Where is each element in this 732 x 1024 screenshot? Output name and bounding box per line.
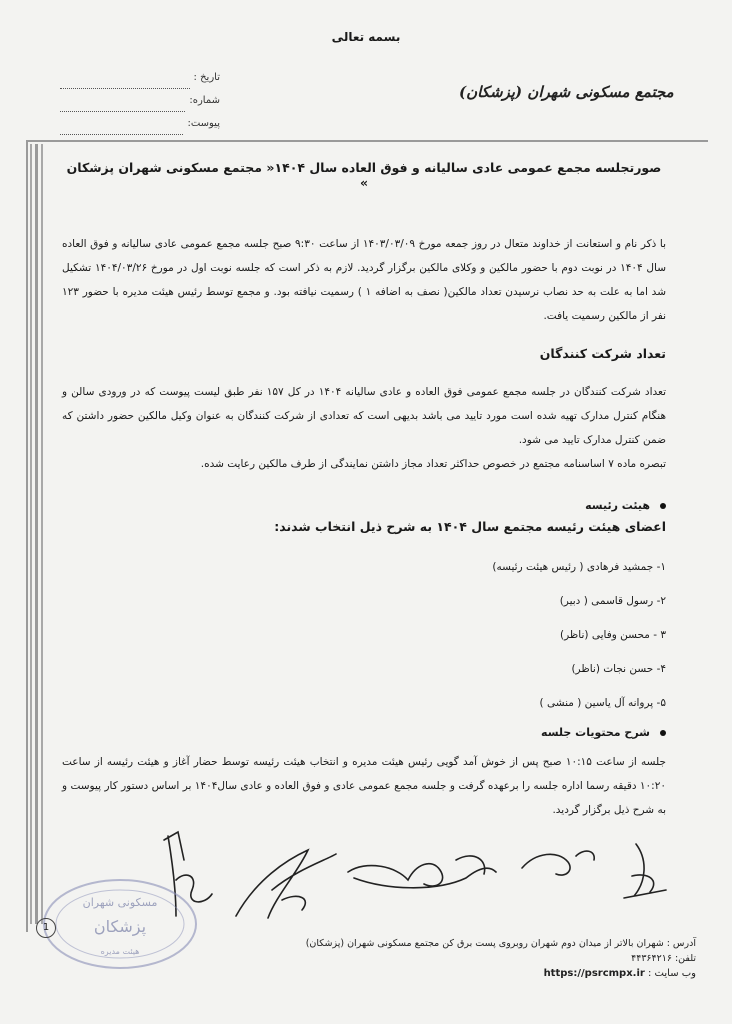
list-item: ۴- حسن نجات (ناظر) — [571, 663, 666, 675]
list-item: ۵- پروانه آل یاسین ( منشی ) — [539, 697, 666, 709]
document-title: صورتجلسه مجمع عمومی عادی سالیانه و فوق العاده سال ۱۴۰۴« مجتمع مسکونی شهران پزشکان » — [66, 160, 662, 190]
logo-text: مجتمع مسکونی شهران (پزشکان) — [459, 83, 674, 101]
complex-logo — [459, 62, 674, 122]
board-heading: اعضای هیئت رئیسه مجتمع سال ۱۴۰۴ به شرح ذیل انتخاب شدند: — [274, 519, 666, 534]
intro-paragraph: با ذکر نام و استعانت از خداوند متعال در روز جمعه مورخ ۱۴۰۳/۰۳/۰۹ از ساعت ۹:۳۰ صبح جلسه مجمع عمومی عادی سالیانه و فوق العاده سال ۱۴۰۴ در نوبت دوم با حضور مالکین و وکلای مالکین برگزار گردید. لازم به ذکر است که جلسه نوبت اول در مورخ ۱۴۰۴/۰۳/۲۶ تشکیل شد اما به علت به حد نصاب نرسیدن تعداد مالکین( نصف به اضافه ۱ ) رسمیت نیافته بود. و مجمع توسط رئیس هیئت مدیره با حضور ۱۲۳ نفر از مالکین رسمیت یافت. — [62, 238, 667, 322]
list-item: ۱- جمشید فرهادی ( رئیس هیئت رئیسه) — [492, 561, 666, 573]
contents-bullet — [62, 726, 666, 739]
board-bullet-label: هیئت رئیسه — [585, 499, 650, 512]
bullet-icon — [660, 730, 666, 736]
list-item: ۳ - محسن وفایی (ناظر) — [560, 629, 666, 641]
attachment-field — [60, 112, 220, 135]
website-link[interactable]: https://psrcmpx.ir — [543, 968, 645, 979]
bylaw-note: تبصره ماده ۷ اساسنامه مجتمع در خصوص حداکثر تعداد مجاز داشتن نمایندگی از طرف مالکین رعایت شده. — [200, 458, 666, 470]
date-field — [60, 66, 220, 89]
bullet-icon — [660, 503, 666, 509]
frame-decoration — [30, 144, 44, 924]
participants-heading: تعداد شرکت کنندگان — [539, 346, 666, 361]
contents-bullet-label: شرح محتویات جلسه — [541, 726, 650, 739]
website-label: وب سایت : — [648, 968, 696, 979]
stamp-text-bottom: هیئت مدیره — [100, 947, 140, 956]
footer-phone: تلفن: ۴۴۳۶۴۲۱۶ — [631, 953, 696, 964]
number-label: شماره: — [189, 95, 220, 106]
stamp-text-top: مسکونی شهران — [82, 896, 158, 909]
footer-website — [256, 966, 696, 981]
header-invocation: بسمه تعالی — [331, 30, 401, 44]
stamp-text-mid: پزشکان — [93, 917, 147, 936]
number-field — [60, 89, 220, 112]
footer-contact — [256, 936, 696, 981]
date-label: تاریخ : — [193, 72, 220, 83]
contents-paragraph: جلسه از ساعت ۱۰:۱۵ صبح پس از خوش آمد گویی رئیس هیئت مدیره و انتخاب هیئت رئیسه توسط حضار آغاز و هیئت رئیسه از ساعت ۱۰:۲۰ دقیقه رسما اداره جلسه را برعهده گرفت و جلسه مجمع عمومی عادی و فوق العاده و عادی سال۱۴۰۴ بر اساس دستور کار پیوست و به شرح ذیل برگزار گردید. — [62, 756, 666, 816]
participants-paragraph: تعداد شرکت کنندگان در جلسه مجمع عمومی فوق العاده و عادی سالیانه ۱۴۰۴ در کل ۱۵۷ نفر طبق لیست پیوست که در ورودی سالن و هنگام کنترل مدارک تهیه شده است مورد تایید می باشد بدیهی است که تعدادی از شرکت کنندگان به عنوان وکیل مالکین حضور داشتن که ضمن کنترل مدارک تایید می شود. — [62, 386, 666, 446]
meta-fields — [60, 66, 220, 135]
board-members-list — [62, 550, 666, 720]
list-item: ۲- رسول قاسمی ( دبیر) — [559, 595, 666, 607]
footer-address: آدرس : شهران بالاتر از میدان دوم شهران روبروی پست برق کن مجتمع مسکونی شهران (پزشکان) — [305, 938, 696, 949]
attachment-label: پیوست: — [187, 118, 220, 129]
complex-stamp — [40, 876, 200, 972]
board-bullet — [62, 499, 666, 512]
page-number: 1 — [36, 918, 56, 938]
